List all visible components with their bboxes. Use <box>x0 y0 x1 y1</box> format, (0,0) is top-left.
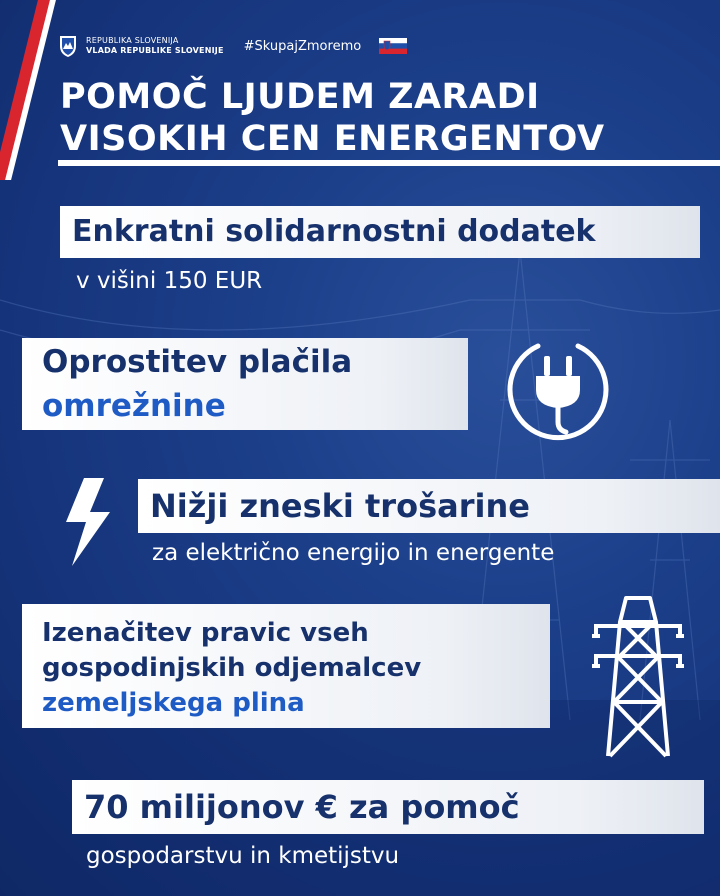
header-logo-group <box>58 34 407 58</box>
title-line1: POMOČ LJUDEM ZARADI <box>60 77 540 117</box>
measure-4-heading <box>42 616 421 721</box>
lightning-bolt-icon <box>60 474 116 570</box>
power-plug-icon <box>500 326 616 442</box>
hashtag: #SkupajZmoremo <box>243 38 362 54</box>
measure-5-subtext: gospodarstvu in kmetijstvu <box>86 843 400 869</box>
measure-2-heading-line1: Oprostitev plačila <box>42 344 353 380</box>
measure-4-heading-line1: Izenačitev pravic vseh <box>42 618 369 648</box>
org-name-line2: VLADA REPUBLIKE SLOVENIJE <box>86 46 224 55</box>
measure-3-heading: Nižji zneski trošarine <box>150 487 530 525</box>
title-line2: VISOKIH CEN ENERGENTOV <box>60 119 605 159</box>
measure-2-heading-line2: omrežnine <box>42 388 226 424</box>
measure-5-heading: 70 milijonov € za pomoč <box>84 788 520 826</box>
page-title <box>60 76 605 160</box>
org-name-line1: REPUBLIKA SLOVENIJA <box>86 36 179 45</box>
slovenia-flag-icon <box>379 38 407 54</box>
measure-1-subtext: v višini 150 EUR <box>76 268 263 294</box>
power-pylon-icon <box>586 592 690 762</box>
slovenia-coat-of-arms-icon <box>58 34 78 58</box>
measure-2-heading <box>42 340 352 428</box>
title-divider <box>58 160 720 166</box>
measure-1-heading: Enkratni solidarnostni dodatek <box>72 214 596 249</box>
measure-4-heading-line3: zemeljskega plina <box>42 688 305 718</box>
measure-3-subtext: za električno energijo in energente <box>152 540 555 566</box>
measure-4-heading-line2: gospodinjskih odjemalcev <box>42 653 422 683</box>
